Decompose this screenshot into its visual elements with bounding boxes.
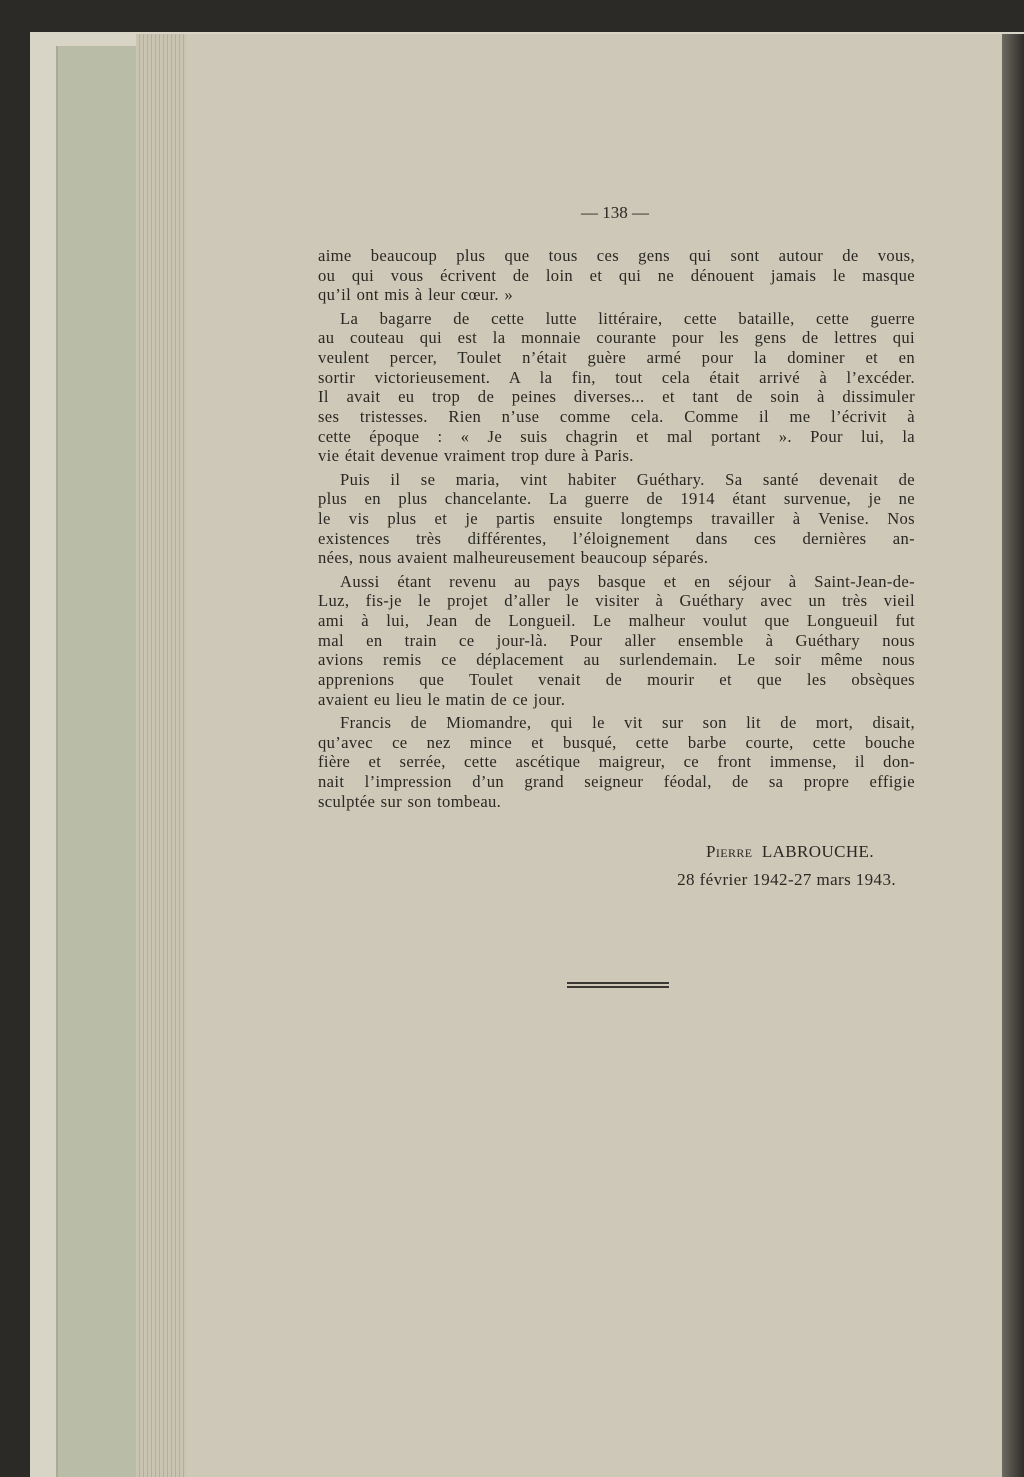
text-line: existences très différentes, l’éloignement dans ces dernières an- — [318, 528, 915, 548]
text-line: mal en train ce jour-là. Pour aller ensemble à Guéthary nous — [318, 630, 915, 650]
text-line: Luz, fis-je le projet d’aller le visiter à Guéthary avec un très vieil — [318, 591, 915, 611]
text-line: fière et serrée, cette ascétique maigreur, ce front immense, il don- — [318, 752, 915, 772]
text-line: avaient eu lieu le matin de ce jour. — [318, 689, 566, 709]
page-number: — 138 — — [581, 203, 649, 222]
text-line: sortir victorieusement. A la fin, tout cela était arrivé à l’excéder. — [318, 367, 915, 387]
end-double-rule — [567, 982, 669, 988]
text-line: au couteau qui est la monnaie courante pour les gens de lettres qui — [318, 328, 915, 348]
text-line: cette époque : « Je suis chagrin et mal portant ». Pour lui, la — [318, 426, 915, 446]
paragraph — [318, 309, 915, 467]
text-line: qu’avec ce nez mince et busqué, cette barbe courte, cette bouche — [318, 732, 915, 752]
paragraph — [318, 246, 915, 305]
text-line: Aussi étant revenu au pays basque et en séjour à Saint-Jean-de- — [340, 571, 915, 591]
text-line: plus en plus chancelante. La guerre de 1914 étant survenue, je ne — [318, 489, 915, 509]
text-line: Francis de Miomandre, qui le vit sur son lit de mort, disait, — [340, 712, 915, 732]
author-signature — [706, 842, 874, 862]
text-line: qu’il ont mis à leur cœur. » — [318, 285, 514, 305]
author-first-name: Pierre — [706, 842, 753, 861]
book-cover-edge — [56, 46, 140, 1477]
body-text — [318, 246, 915, 815]
text-line: nait l’impression d’un grand seigneur féodal, de sa propre effigie — [318, 771, 915, 791]
text-line: veulent percer, Toulet n’était guère armé pour la dominer et en — [318, 347, 915, 367]
text-line: ses tristesses. Rien n’use comme cela. Comme il me l’écrivit à — [318, 407, 915, 426]
paragraph — [318, 572, 915, 710]
paragraph — [318, 713, 915, 811]
text-line: apprenions que Toulet venait de mourir et que les obsèques — [318, 669, 915, 689]
text-line: le vis plus et je partis ensuite longtemps travailler à Venise. Nos — [318, 508, 915, 528]
text-line: Puis il se maria, vint habiter Guéthary. Sa santé devenait de — [340, 469, 915, 489]
text-line: La bagarre de cette lutte littéraire, cette bataille, cette guerre — [340, 308, 915, 328]
text-line: aime beaucoup plus que tous ces gens qui sont autour de vous, — [318, 246, 915, 265]
text-line: avions remis ce déplacement au surlendemain. Le soir même nous — [318, 650, 915, 670]
text-line: nées, nous avaient malheureusement beaucoup séparés. — [318, 548, 709, 568]
signature-date: 28 février 1942-27 mars 1943. — [677, 870, 896, 889]
paragraph — [318, 470, 915, 568]
book-gutter-shadow — [1002, 34, 1024, 1477]
text-line: Il avait eu trop de peines diverses... et tant de soin à dissimuler — [318, 387, 915, 407]
page-stack-edge — [136, 34, 192, 1477]
text-line: ami à lui, Jean de Longueil. Le malheur voulut que Longueuil fut — [318, 610, 915, 630]
text-line: vie était devenue vraiment trop dure à Paris. — [318, 446, 634, 466]
text-line: sculptée sur son tombeau. — [318, 791, 502, 811]
text-line: ou qui vous écrivent de loin et qui ne dénouent jamais le masque — [318, 265, 915, 285]
author-last-name: LABROUCHE. — [761, 842, 874, 861]
